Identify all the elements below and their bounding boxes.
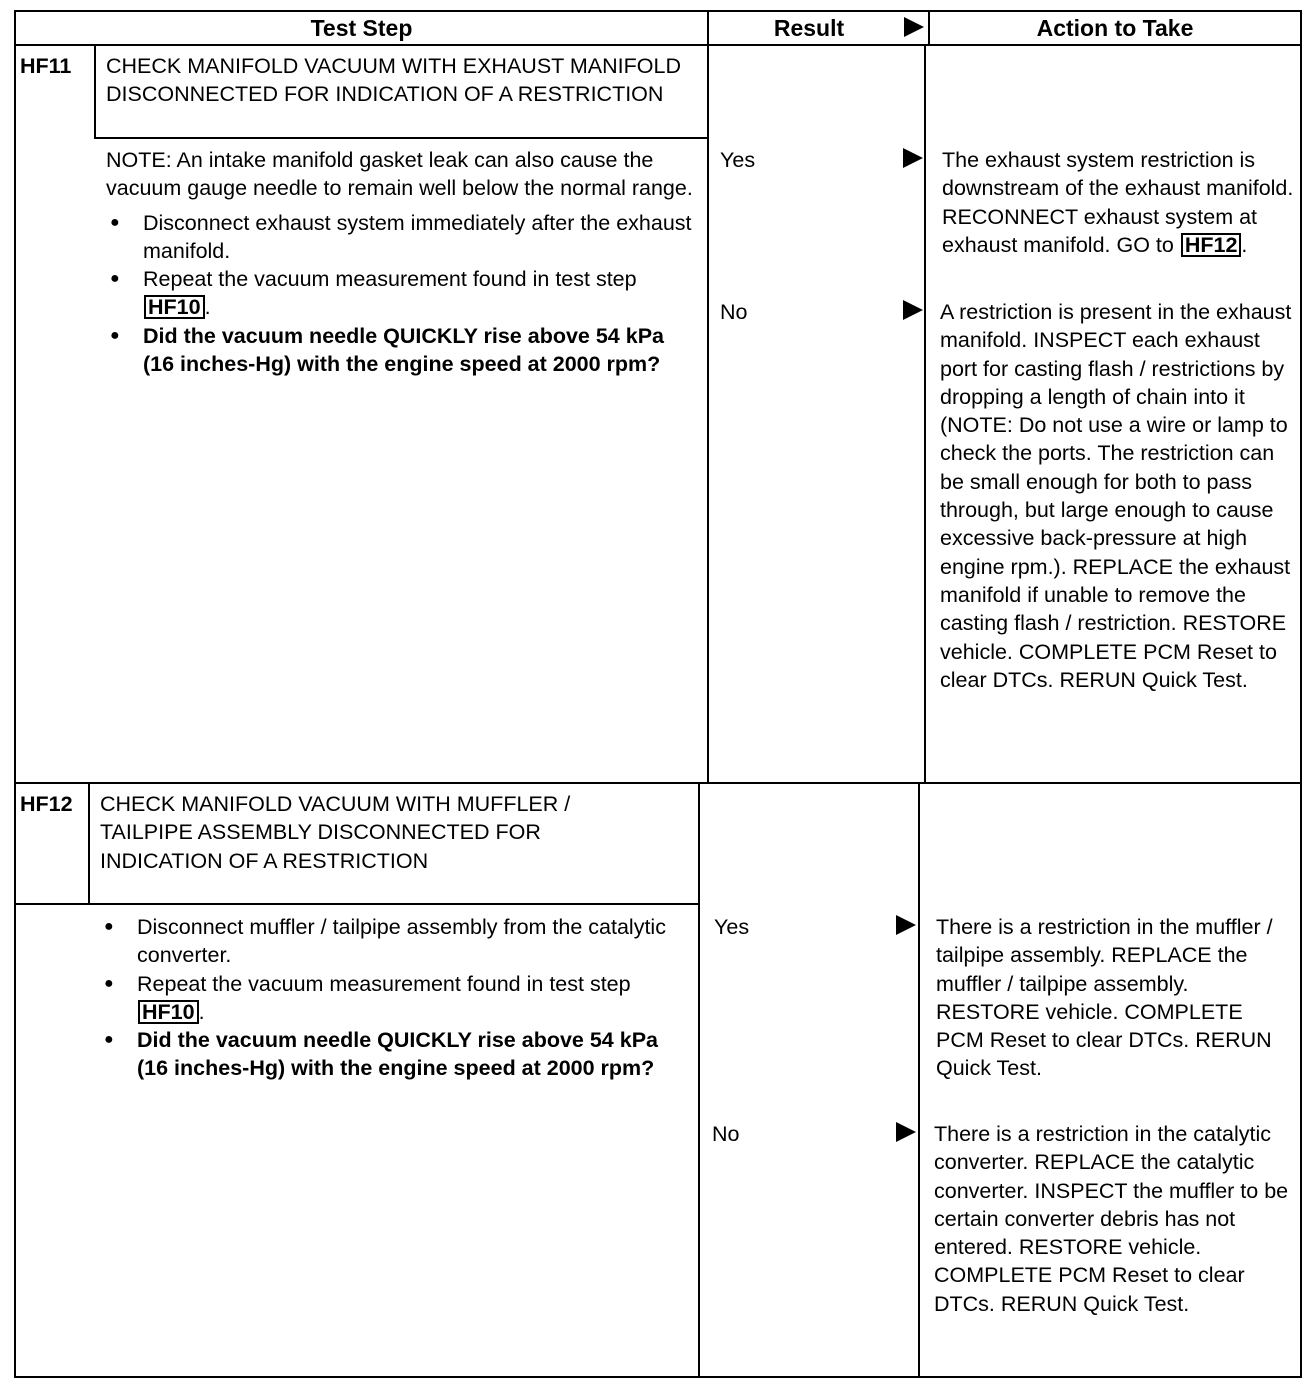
hf11-bullet-1: [106, 209, 696, 266]
hf11-action-yes-text: The exhaust system restriction is downstream of the exhaust manifold. RECONNECT exhaust system at exhaust manifold. GO to: [942, 148, 1294, 257]
hf11-note: NOTE: An intake manifold gasket leak can also cause the vacuum gauge needle to remain well below the normal range.: [106, 148, 693, 201]
row-divider: [14, 782, 1302, 784]
hf12-bullet-3: [100, 1026, 690, 1083]
hf12-instructions: [100, 913, 690, 1083]
hf12-bullet-2: [100, 970, 690, 1027]
hf12-step-reference[interactable]: HF12: [1181, 233, 1242, 257]
hf11-yes-arrow-icon: [903, 148, 923, 168]
hf12-step-title: CHECK MANIFOLD VACUUM WITH MUFFLER / TAILPIPE ASSEMBLY DISCONNECTED FOR INDICATION OF A RESTRICTION: [100, 792, 571, 873]
hf11-result-yes: Yes: [720, 148, 756, 172]
result-column-border-lower: [698, 782, 700, 1378]
hf12-step-id: HF12: [20, 792, 73, 816]
hf11-action-no: A restriction is present in the exhaust manifold. INSPECT each exhaust port for casting flash / restrictions by dropping a length of chain into it (NOTE: Do not use a wire or lamp to check the ports. The restriction can be small enough for both to pass through, but large enough to cause excessive back-pressure at high engine rpm.). REPLACE the exhaust manifold if unable to remove the casting flash / restriction. RESTORE vehicle. COMPLETE PCM Reset to clear DTCs. RERUN Quick Test.: [940, 300, 1292, 692]
action-column-border-mid: [924, 44, 926, 782]
hf12-title-bottom-border: [14, 903, 699, 905]
hf11-step-id: HF11: [20, 54, 72, 78]
hf11-bullet-1-text: Disconnect exhaust system immediately after the exhaust manifold.: [143, 210, 692, 263]
hf12-no-arrow-icon: [896, 1122, 916, 1142]
hf11-result-no: No: [720, 300, 748, 324]
hf10-step-reference[interactable]: HF10: [138, 1000, 199, 1024]
header-result: Result: [773, 14, 845, 41]
hf11-action-yes: [942, 146, 1298, 259]
action-column-border-lower: [918, 782, 920, 1378]
table-bottom-border: [14, 1376, 1302, 1378]
hf12-id-box-border: [88, 782, 90, 904]
header-action: Action to Take: [1036, 14, 1194, 41]
hf12-bullet-1: [100, 913, 690, 970]
hf12-action-no: There is a restriction in the catalytic converter. REPLACE the catalytic converter. INSPECT the muffler to be certain converter debris has not entered. RESTORE vehicle. COMPLETE PCM Reset to clear DTCs. RERUN Quick Test.: [934, 1122, 1289, 1316]
hf11-no-arrow-icon: [903, 300, 923, 320]
hf11-action-yes-end: .: [1241, 232, 1248, 257]
hf11-bullet-list: [106, 209, 696, 379]
hf11-step-title: CHECK MANIFOLD VACUUM WITH EXHAUST MANIFOLD DISCONNECTED FOR INDICATION OF A RESTRICTION: [106, 54, 681, 107]
table-right-border: [1300, 10, 1302, 1378]
hf12-result-no: No: [712, 1122, 740, 1146]
hf11-bullet-2-end: .: [204, 295, 211, 320]
hf12-bullet-2-end: .: [198, 999, 205, 1024]
hf12-bullet-3-text: Did the vacuum needle QUICKLY rise above 54 kPa (16 inches-Hg) with the engine speed at 2000 rpm?: [137, 1028, 658, 1081]
result-column-border-upper: [707, 10, 709, 782]
header-bottom-border: [14, 44, 1302, 46]
header-arrow-icon: [904, 17, 924, 37]
hf12-action-yes: There is a restriction in the muffler / tailpipe assembly. REPLACE the muffler / tailpipe assembly. RESTORE vehicle. COMPLETE PCM Reset to clear DTCs. RERUN Quick Test.: [936, 915, 1273, 1081]
hf10-step-reference[interactable]: HF10: [144, 295, 205, 319]
hf11-bullet-3-text: Did the vacuum needle QUICKLY rise above 54 kPa (16 inches-Hg) with the engine speed at 2000 rpm?: [143, 323, 664, 377]
hf11-bullet-2: [106, 265, 696, 322]
hf11-bullet-3: [106, 322, 696, 379]
hf12-bullet-1-text: Disconnect muffler / tailpipe assembly from the catalytic converter.: [137, 915, 666, 968]
hf11-instructions: [106, 146, 696, 378]
table-left-border: [14, 10, 16, 1378]
hf12-bullet-list: [100, 913, 690, 1083]
hf11-bullet-2-text: Repeat the vacuum measurement found in test step: [143, 267, 637, 292]
hf11-id-box-border: [94, 44, 96, 138]
hf12-yes-arrow-icon: [896, 915, 916, 935]
hf12-result-yes: Yes: [714, 915, 750, 939]
header-test-step: Test Step: [310, 14, 413, 41]
hf11-title-bottom-border: [94, 137, 708, 139]
hf12-bullet-2-text: Repeat the vacuum measurement found in test step: [137, 971, 631, 996]
